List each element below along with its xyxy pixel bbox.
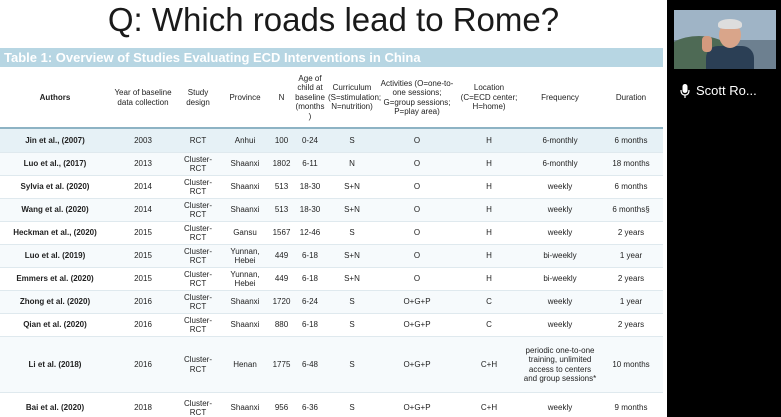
- cell-duration: 2 years: [599, 222, 663, 245]
- cell-design: RCT: [176, 128, 220, 153]
- table-row: [0, 222, 663, 245]
- cell-n: 513: [270, 199, 293, 222]
- table-row: [0, 393, 663, 417]
- cell-design: Cluster-RCT: [176, 245, 220, 268]
- cell-age: 6-24: [293, 291, 327, 314]
- cell-duration: 2 years: [599, 314, 663, 337]
- participant-name: Scott Ro...: [696, 83, 757, 98]
- cell-curriculum: S+N: [327, 199, 377, 222]
- cell-age: 6-18: [293, 268, 327, 291]
- cell-year: 2014: [110, 176, 176, 199]
- cell-location: C: [457, 314, 521, 337]
- cell-curriculum: N: [327, 153, 377, 176]
- cell-year: 2016: [110, 337, 176, 393]
- cell-location: C+H: [457, 337, 521, 393]
- cell-age: 6-11: [293, 153, 327, 176]
- cell-design: Cluster-RCT: [176, 222, 220, 245]
- cell-age: 6-18: [293, 314, 327, 337]
- cell-year: 2018: [110, 393, 176, 417]
- cell-year: 2016: [110, 291, 176, 314]
- studies-table: [0, 68, 663, 417]
- cell-activities: O: [377, 199, 457, 222]
- cell-activities: O+G+P: [377, 337, 457, 393]
- cell-province: Yunnan, Hebei: [220, 268, 270, 291]
- cell-activities: O+G+P: [377, 393, 457, 417]
- cell-curriculum: S+N: [327, 268, 377, 291]
- cell-design: Cluster-RCT: [176, 153, 220, 176]
- table-title: Table 1: Overview of Studies Evaluating ECD Interventions in China: [0, 48, 663, 67]
- cell-activities: O+G+P: [377, 291, 457, 314]
- cell-frequency: weekly: [521, 176, 599, 199]
- cell-author: Wang et al. (2020): [0, 199, 110, 222]
- cell-province: Henan: [220, 337, 270, 393]
- cell-age: 0-24: [293, 128, 327, 153]
- table-body: [0, 128, 663, 417]
- cell-frequency: weekly: [521, 199, 599, 222]
- cell-year: 2013: [110, 153, 176, 176]
- col-header-n: N: [270, 68, 293, 128]
- col-header-frequency: Frequency: [521, 68, 599, 128]
- col-header-duration: Duration: [599, 68, 663, 128]
- col-header-location: Location (C=ECD center; H=home): [457, 68, 521, 128]
- cell-province: Shaanxi: [220, 153, 270, 176]
- col-header-year: Year of baseline data collection: [110, 68, 176, 128]
- cell-age: 18-30: [293, 199, 327, 222]
- cell-year: 2016: [110, 314, 176, 337]
- cell-n: 100: [270, 128, 293, 153]
- cell-year: 2003: [110, 128, 176, 153]
- cell-province: Gansu: [220, 222, 270, 245]
- cell-author: Jin et al., (2007): [0, 128, 110, 153]
- cell-year: 2015: [110, 222, 176, 245]
- cell-curriculum: S+N: [327, 245, 377, 268]
- cell-duration: 6 months: [599, 176, 663, 199]
- table-row: [0, 153, 663, 176]
- cell-frequency: weekly: [521, 222, 599, 245]
- cell-activities: O: [377, 268, 457, 291]
- cell-activities: O+G+P: [377, 314, 457, 337]
- col-header-age: Age of child at baseline (months ): [293, 68, 327, 128]
- cell-frequency: bi-weekly: [521, 245, 599, 268]
- cell-frequency: weekly: [521, 291, 599, 314]
- cell-author: Emmers et al. (2020): [0, 268, 110, 291]
- cell-n: 880: [270, 314, 293, 337]
- cell-frequency: weekly: [521, 314, 599, 337]
- cell-n: 513: [270, 176, 293, 199]
- participant-panel: [667, 0, 781, 417]
- cell-author: Heckman et al., (2020): [0, 222, 110, 245]
- cell-province: Shaanxi: [220, 291, 270, 314]
- cell-age: 6-48: [293, 337, 327, 393]
- table-row: [0, 128, 663, 153]
- cell-n: 1720: [270, 291, 293, 314]
- cell-curriculum: S: [327, 393, 377, 417]
- cell-location: H: [457, 245, 521, 268]
- cell-frequency: 6-monthly: [521, 128, 599, 153]
- cell-location: C: [457, 291, 521, 314]
- cell-design: Cluster-RCT: [176, 393, 220, 417]
- cell-duration: 9 months: [599, 393, 663, 417]
- cell-n: 1802: [270, 153, 293, 176]
- cell-frequency: bi-weekly: [521, 268, 599, 291]
- cell-location: C+H: [457, 393, 521, 417]
- cell-design: Cluster-RCT: [176, 268, 220, 291]
- cell-design: Cluster-RCT: [176, 291, 220, 314]
- cell-duration: 1 year: [599, 291, 663, 314]
- cell-activities: O: [377, 128, 457, 153]
- cell-frequency: weekly: [521, 393, 599, 417]
- cell-curriculum: S: [327, 337, 377, 393]
- cell-location: H: [457, 199, 521, 222]
- cell-design: Cluster-RCT: [176, 337, 220, 393]
- cell-n: 1567: [270, 222, 293, 245]
- cell-author: Zhong et al. (2020): [0, 291, 110, 314]
- col-header-authors: Authors: [0, 68, 110, 128]
- cell-age: 6-36: [293, 393, 327, 417]
- table-header-row: [0, 68, 663, 128]
- studies-table-wrapper: [0, 68, 663, 417]
- col-header-activities: Activities (O=one-to-one sessions; G=group sessions; P=play area): [377, 68, 457, 128]
- table-row: [0, 291, 663, 314]
- cell-province: Shaanxi: [220, 393, 270, 417]
- cell-activities: O: [377, 153, 457, 176]
- cell-activities: O: [377, 176, 457, 199]
- cell-author: Qian et al. (2020): [0, 314, 110, 337]
- cell-location: H: [457, 268, 521, 291]
- cell-province: Anhui: [220, 128, 270, 153]
- cell-author: Bai et al. (2020): [0, 393, 110, 417]
- cell-year: 2015: [110, 268, 176, 291]
- cell-curriculum: S: [327, 222, 377, 245]
- slide-question-title: Q: Which roads lead to Rome?: [107, 1, 560, 38]
- cell-frequency: 6-monthly: [521, 153, 599, 176]
- cell-author: Luo et al. (2019): [0, 245, 110, 268]
- table-row: [0, 176, 663, 199]
- cell-design: Cluster-RCT: [176, 314, 220, 337]
- cell-design: Cluster-RCT: [176, 199, 220, 222]
- cell-year: 2014: [110, 199, 176, 222]
- cell-duration: 18 months: [599, 153, 663, 176]
- cell-province: Shaanxi: [220, 314, 270, 337]
- cell-location: H: [457, 153, 521, 176]
- col-header-province: Province: [220, 68, 270, 128]
- cell-duration: 10 months: [599, 337, 663, 393]
- cell-duration: 2 years: [599, 268, 663, 291]
- cell-n: 449: [270, 245, 293, 268]
- table-row: [0, 199, 663, 222]
- cell-location: H: [457, 128, 521, 153]
- cell-duration: 6 months§: [599, 199, 663, 222]
- cell-activities: O: [377, 245, 457, 268]
- cell-province: Shaanxi: [220, 199, 270, 222]
- cell-age: 6-18: [293, 245, 327, 268]
- table-row: [0, 268, 663, 291]
- cell-curriculum: S+N: [327, 176, 377, 199]
- cell-author: Luo et al., (2017): [0, 153, 110, 176]
- table-row: [0, 245, 663, 268]
- cell-duration: 6 months: [599, 128, 663, 153]
- cell-design: Cluster-RCT: [176, 176, 220, 199]
- cell-activities: O: [377, 222, 457, 245]
- cell-frequency: periodic one-to-one training, unlimited access to centers and group sessions*: [521, 337, 599, 393]
- cell-curriculum: S: [327, 128, 377, 153]
- cell-age: 18-30: [293, 176, 327, 199]
- table-row: [0, 314, 663, 337]
- cell-location: H: [457, 176, 521, 199]
- cell-age: 12-46: [293, 222, 327, 245]
- cell-n: 956: [270, 393, 293, 417]
- cell-author: Sylvia et al. (2020): [0, 176, 110, 199]
- cell-n: 1775: [270, 337, 293, 393]
- cell-curriculum: S: [327, 314, 377, 337]
- col-header-curriculum: Curriculum (S=stimulation; N=nutrition): [327, 68, 377, 128]
- col-header-design: Study design: [176, 68, 220, 128]
- cell-duration: 1 year: [599, 245, 663, 268]
- cell-n: 449: [270, 268, 293, 291]
- cell-curriculum: S: [327, 291, 377, 314]
- cell-author: Li et al. (2018): [0, 337, 110, 393]
- cell-location: H: [457, 222, 521, 245]
- cell-province: Yunnan, Hebei: [220, 245, 270, 268]
- cell-year: 2015: [110, 245, 176, 268]
- table-row: [0, 337, 663, 393]
- microphone-icon[interactable]: [680, 84, 690, 98]
- participant-video-thumbnail[interactable]: [674, 10, 776, 69]
- cell-province: Shaanxi: [220, 176, 270, 199]
